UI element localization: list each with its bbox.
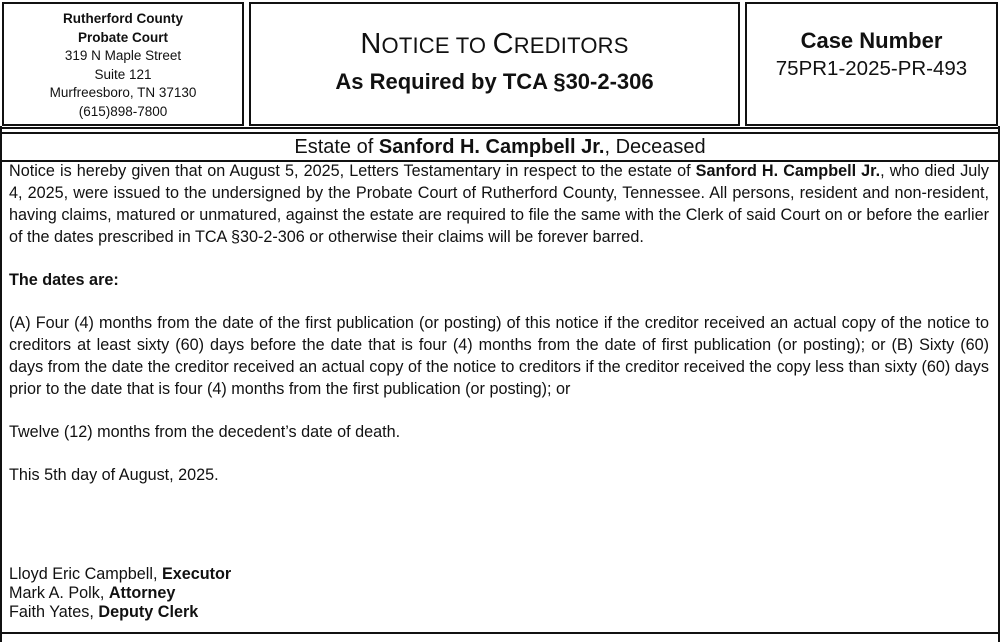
divider-top — [0, 127, 1000, 129]
notice-subtitle: As Required by TCA §30-2-306 — [335, 69, 654, 94]
notice-title: NOTICE TO CREDITORS — [360, 28, 629, 60]
divider-bottom — [0, 632, 1000, 634]
signature-executor: Lloyd Eric Campbell, Executor — [9, 565, 232, 583]
case-number-box — [745, 2, 998, 126]
estate-heading: Estate of Sanford H. Campbell Jr., Deceased — [294, 136, 706, 158]
signature-block — [9, 565, 231, 622]
court-street: 319 N Maple Street — [64, 48, 182, 64]
notice-body — [9, 160, 989, 486]
twelve-months-paragraph: Twelve (12) months from the decedent’s date of death. — [9, 423, 401, 441]
court-info-box — [2, 2, 244, 126]
notice-paragraph-1: Notice is hereby given that on August 5, 2025, Letters Testamentary in respect to the estate of Sanford H. Campbell Jr., who died July 4, 2025, were issued to the undersigned by the Probate Court of Rutherford County, Tennessee. All persons, resident and non-resident, having claims, matured or unmatured, against the estate are required to file the same with the Clerk of said Court on or before the earlier of the dates prescribed in TCA §30-2-306 or otherwise their claims will be forever barred. — [9, 162, 989, 246]
court-phone: (615)898-7800 — [78, 103, 168, 119]
dates-paragraph: (A) Four (4) months from the date of the first publication (or posting) of this notice if the creditor received an actual copy of the notice to creditors at least sixty (60) days before the date that is four (4) months from the date of first publication (or posting); or (B) Sixty (60) days from the date the creditor received an actual copy of the notice to creditors if the creditor received the copy less than sixty (60) days prior to the date that is four (4) months from the first publication (or posting); or — [9, 314, 989, 398]
court-name-line1: Rutherford County — [63, 11, 183, 26]
case-number-label: Case Number — [800, 28, 943, 53]
estate-decedent-name: Sanford H. Campbell Jr. — [378, 136, 605, 158]
signature-attorney: Mark A. Polk, Attorney — [9, 584, 176, 602]
court-suite: Suite 121 — [94, 66, 152, 82]
notice-title-box — [249, 2, 740, 126]
date-signed-paragraph: This 5th day of August, 2025. — [9, 466, 219, 484]
dates-heading: The dates are: — [9, 271, 119, 289]
case-number-value: 75PR1-2025-PR-493 — [775, 57, 968, 80]
court-city: Murfreesboro, TN 37130 — [49, 85, 197, 101]
border-left — [0, 126, 2, 642]
signature-deputy-clerk: Faith Yates, Deputy Clerk — [9, 603, 199, 621]
court-name-line2: Probate Court — [77, 29, 168, 45]
